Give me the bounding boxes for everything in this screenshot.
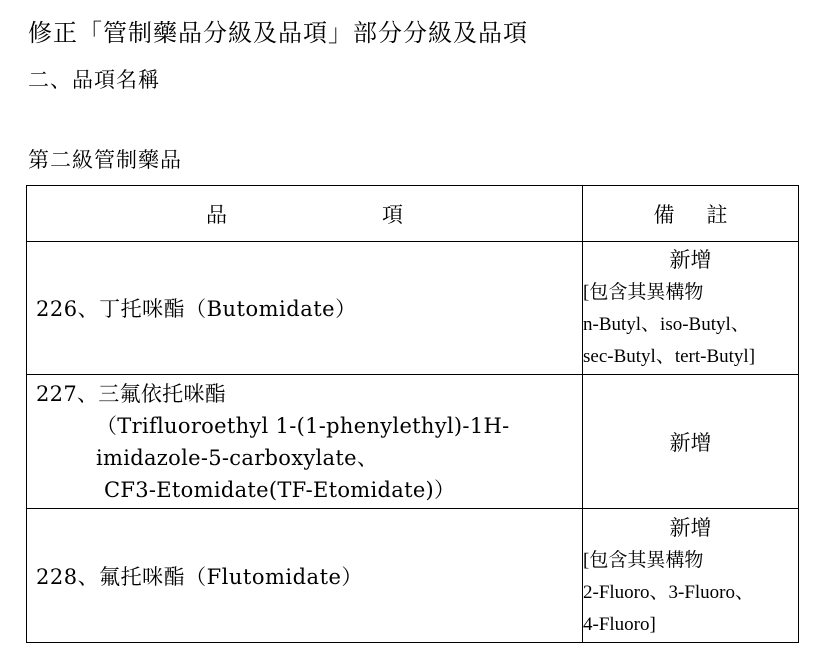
item-line: imidazole-5-carboxylate、 — [96, 445, 379, 470]
header-item-char-2: 項 — [382, 202, 403, 227]
note-line: [包含其異構物 — [583, 549, 704, 571]
table-header-row — [27, 186, 799, 242]
note-new: 新增 — [669, 515, 712, 540]
note-line: [包含其異構物 — [583, 282, 704, 303]
header-note-char-2: 註 — [706, 202, 728, 227]
note-line: n-Butyl、iso-Butyl、 — [583, 314, 750, 335]
note-line: sec-Butyl、tert-Butyl] — [583, 346, 756, 367]
header-item — [27, 186, 583, 242]
note-new: 新增 — [669, 248, 712, 272]
item-cell — [27, 242, 583, 375]
section-subtitle: 二、品項名稱 — [28, 68, 160, 92]
item-line: CF3-Etomidate(TF-Etomidate)） — [104, 477, 456, 502]
note-cell — [583, 375, 799, 509]
item-name: 226、丁托咪酯（Butomidate） — [36, 297, 357, 321]
table-row — [27, 375, 799, 509]
table-row — [27, 509, 799, 643]
note-cell — [583, 509, 799, 643]
item-line: （Trifluoroethyl 1-(1-phenylethyl)-1H- — [96, 413, 510, 438]
items-table — [26, 185, 799, 643]
item-name: 228、氟托咪酯（Flutomidate） — [36, 564, 363, 589]
item-cell — [27, 509, 583, 643]
page-title: 修正「管制藥品分級及品項」部分分級及品項 — [28, 19, 528, 47]
grade-heading: 第二級管制藥品 — [28, 148, 182, 172]
note-new: 新增 — [669, 430, 712, 455]
table-row — [27, 242, 799, 375]
item-line: 227、三氟依托咪酯 — [36, 381, 227, 406]
header-item-char-1: 品 — [206, 202, 227, 227]
note-line: 2-Fluoro、3-Fluoro、 — [583, 581, 755, 603]
note-line: 4-Fluoro] — [583, 613, 656, 635]
header-note-char-1: 備 — [653, 202, 675, 227]
header-note — [583, 186, 799, 242]
item-cell — [27, 375, 583, 509]
note-cell — [583, 242, 799, 375]
